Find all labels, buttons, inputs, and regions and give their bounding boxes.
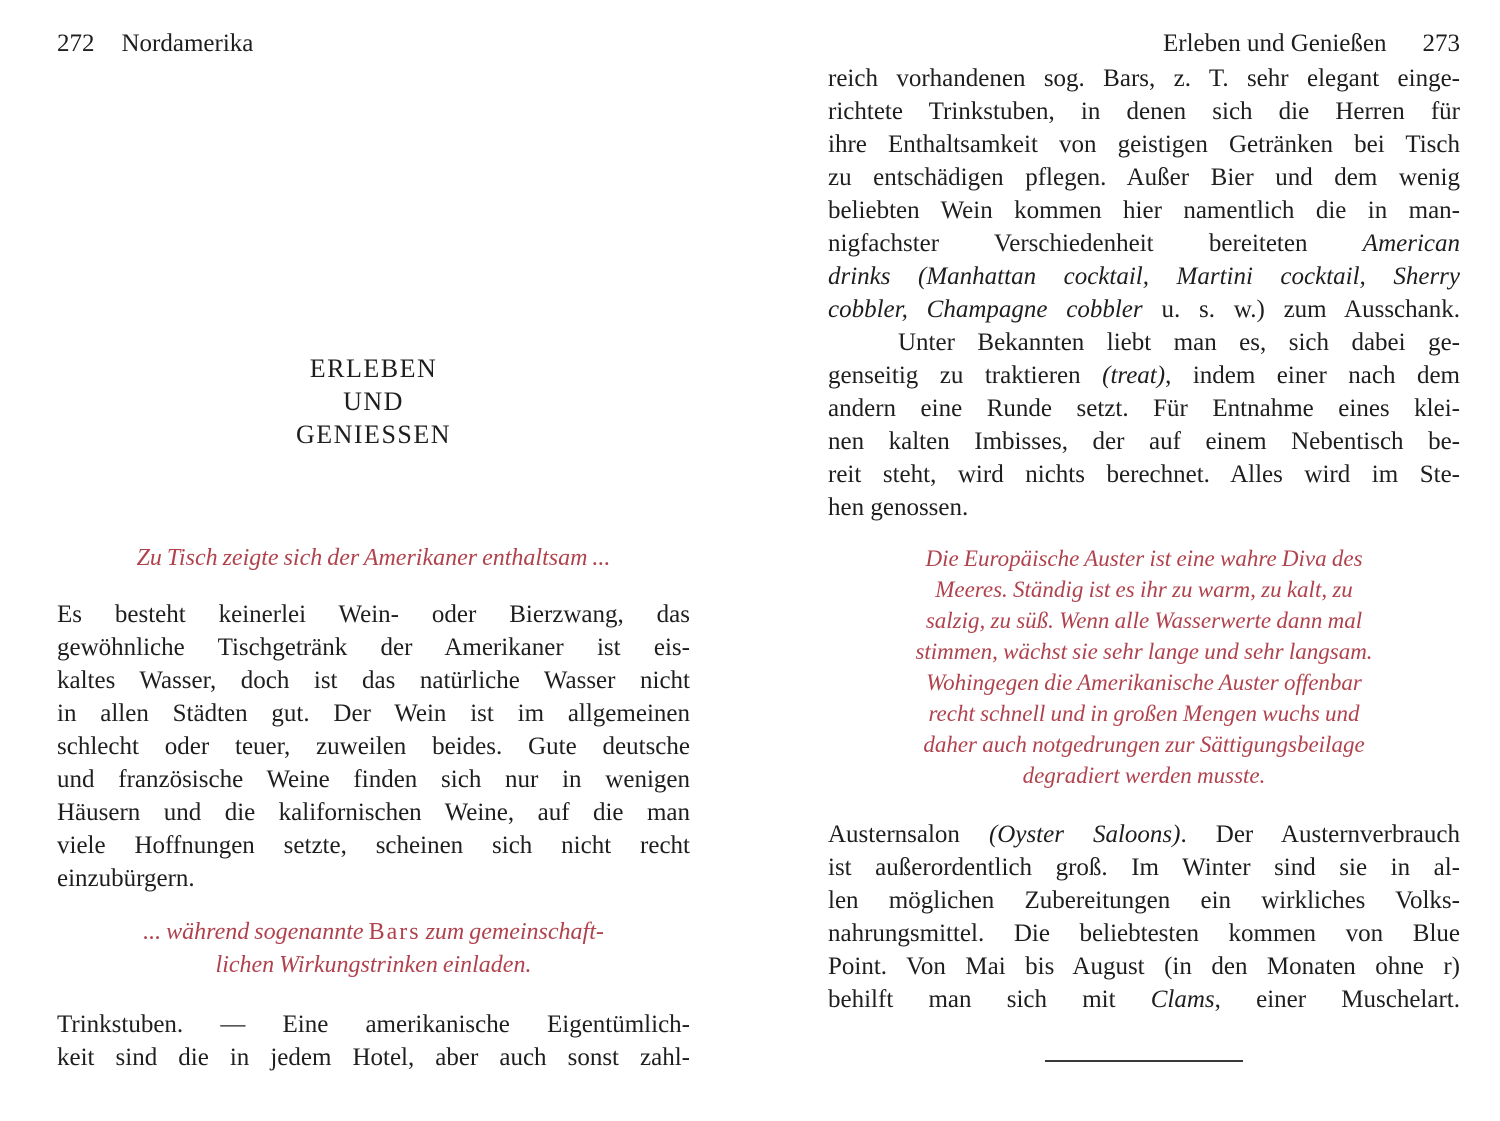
- book-page-left: [57, 0, 690, 1121]
- text-segment: nigfachster Verschiedenheit bereiteten: [828, 230, 1363, 257]
- text-segment: u. s. w.) zum Ausschank.: [1142, 296, 1460, 323]
- running-header-left: [57, 30, 690, 58]
- body-paragraph-traktieren: [828, 326, 1460, 524]
- quote-line: Meeres. Ständig ist es ihr zu warm, zu kalt, zu: [935, 577, 1353, 602]
- text-line: ist außerordentlich groß. Im Winter sind sie in al-: [828, 854, 1460, 881]
- text-line: Häusern und die kalifornischen Weine, auf die man: [57, 799, 690, 826]
- text-segment: cobbler, Champagne cobbler: [828, 296, 1143, 323]
- text-line: viele Hoffnungen setzte, scheinen sich nicht recht: [57, 832, 690, 859]
- text-segment: zum gemeinschaft-: [420, 919, 604, 945]
- text-line: Trinkstuben. — Eine amerikanische Eigentümlich-: [57, 1011, 690, 1038]
- text-line: ihre Enthaltsamkeit von geistigen Getränken bei Tisch: [828, 131, 1460, 158]
- text-line: gewöhnliche Tischgetränk der Amerikaner ist eis-: [57, 634, 690, 661]
- book-page-right: [828, 0, 1460, 1121]
- text-segment: genseitig zu traktieren: [828, 362, 1103, 389]
- text-segment: (Oyster Saloons): [988, 821, 1181, 848]
- text-line: keit sind die in jedem Hotel, aber auch sonst zahl-: [57, 1044, 690, 1071]
- text-segment: drinks (Manhattan cocktail, Martini cocktail, Sherry: [828, 263, 1460, 290]
- quote-line: salzig, zu süß. Wenn alle Wasserwerte dann mal: [925, 608, 1363, 633]
- text-line: hen genossen.: [828, 494, 969, 521]
- quote-line: recht schnell und in großen Mengen wuchs und: [928, 701, 1360, 726]
- running-title-left: Nordamerika: [121, 30, 254, 57]
- text-segment: American: [1362, 230, 1460, 257]
- text-segment: Austernsalon: [828, 821, 989, 848]
- pull-quote-caption-bottom: [57, 916, 690, 982]
- body-paragraph-trinkstuben: [57, 1008, 690, 1074]
- text-line: len möglichen Zubereitungen ein wirkliches Volks-: [828, 887, 1460, 914]
- text-segment: Clams: [1150, 986, 1215, 1013]
- text-segment: , indem einer nach dem: [1165, 362, 1460, 389]
- text-segment: . Der Austernverbrauch: [1180, 821, 1460, 848]
- text-line: beliebten Wein kommen hier namentlich die in man-: [828, 197, 1460, 224]
- text-line: zu entschädigen pflegen. Außer Bier und dem wenig: [828, 164, 1460, 191]
- page-number-left: 272: [57, 30, 95, 57]
- running-title-right: Erleben und Genießen: [1162, 30, 1387, 57]
- running-header-right: [828, 30, 1460, 58]
- text-line: [828, 260, 1460, 293]
- text-line: einzubürgern.: [57, 865, 195, 892]
- quote-line: Wohingegen die Amerikanische Auster offenbar: [926, 670, 1362, 695]
- text-line: reit steht, wird nichts berechnet. Alles wird im Ste-: [828, 461, 1460, 488]
- text-line: und französische Weine finden sich nur in wenigen: [57, 766, 690, 793]
- quote-line: degradiert werden musste.: [1022, 763, 1266, 788]
- body-paragraph-wine: [57, 598, 690, 895]
- caption-line: [57, 949, 690, 982]
- text-line: [828, 818, 1460, 851]
- text-segment: (treat): [1102, 362, 1166, 389]
- text-line: schlecht oder teuer, zuweilen beides. Gute deutsche: [57, 733, 690, 760]
- text-segment: ... während sogenannte: [143, 919, 369, 945]
- text-line: [828, 293, 1460, 326]
- text-line: nahrungsmittel. Die beliebtesten kommen von Blue: [828, 920, 1460, 947]
- quote-line: daher auch notgedrungen zur Sättigungsbeilage: [923, 732, 1365, 757]
- text-line: [828, 359, 1460, 392]
- text-line: richtete Trinkstuben, in denen sich die Herren für: [828, 98, 1460, 125]
- caption-line: [57, 916, 690, 949]
- text-line: in allen Städten gut. Der Wein ist im allgemeinen: [57, 700, 690, 727]
- chapter-heading: [57, 352, 690, 451]
- caption-text: Zu Tisch zeigte sich der Amerikaner enthaltsam ...: [136, 545, 611, 571]
- text-line: [828, 983, 1460, 1016]
- body-paragraph-austernsalon: [828, 818, 1460, 1016]
- pull-quote-oyster: [828, 543, 1460, 791]
- chapter-heading-line: ERLEBEN: [309, 354, 438, 383]
- text-segment: Bars: [368, 919, 421, 945]
- text-segment: , einer Muschelart.: [1214, 986, 1460, 1013]
- text-line: kaltes Wasser, doch ist das natürliche Wasser nicht: [57, 667, 690, 694]
- section-end-rule: [1045, 1060, 1243, 1062]
- text-line: [828, 227, 1460, 260]
- text-segment: behilft man sich mit: [828, 986, 1151, 1013]
- text-line: Es besteht keinerlei Wein- oder Bierzwang, das: [57, 601, 690, 628]
- quote-line: Die Europäische Auster ist eine wahre Diva des: [925, 546, 1363, 571]
- chapter-heading-line: UND: [343, 387, 404, 416]
- page-number-right: 273: [1422, 30, 1460, 57]
- quote-line: stimmen, wächst sie sehr lange und sehr langsam.: [915, 639, 1373, 664]
- chapter-heading-line: GENIESSEN: [295, 420, 452, 449]
- text-line: nen kalten Imbisses, der auf einem Nebentisch be-: [828, 428, 1460, 455]
- pull-quote-caption-top: [57, 542, 690, 575]
- text-line: Point. Von Mai bis August (in den Monaten ohne r): [828, 953, 1460, 980]
- text-line: andern eine Runde setzt. Für Entnahme eines klei-: [828, 395, 1460, 422]
- body-paragraph-bars: [828, 62, 1460, 326]
- text-line: Unter Bekannten liebt man es, sich dabei ge-: [898, 329, 1460, 356]
- text-segment: lichen Wirkungstrinken einladen.: [215, 952, 532, 978]
- text-line: reich vorhandenen sog. Bars, z. T. sehr elegant einge-: [828, 65, 1460, 92]
